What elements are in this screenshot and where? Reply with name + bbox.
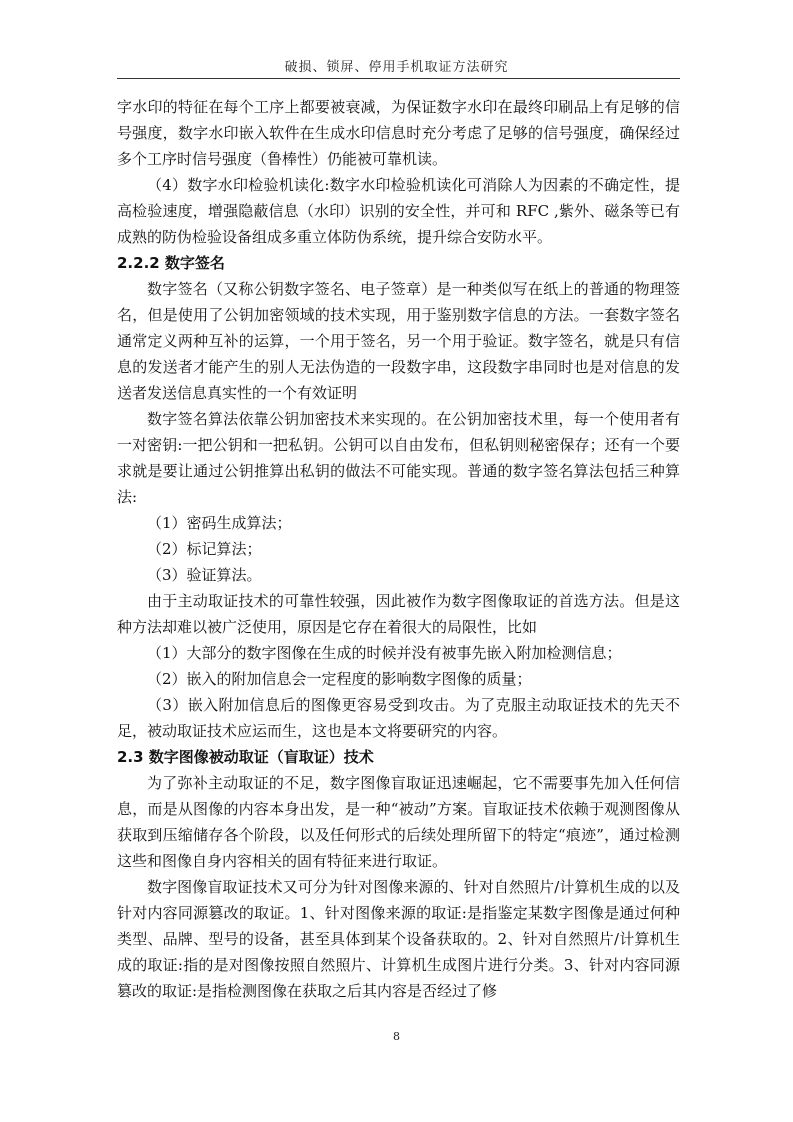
paragraph: 数字签名算法依靠公钥加密技术来实现的。在公钥加密技术里，每一个使用者有一对密钥:一把公钥和一把私钥。公钥可以自由发布，但私钥则秘密保存；还有一个要求就是要让通过公钥推算出私钥的做法不可能实现。普通的数字签名算法包括三种算法: (117, 410, 680, 506)
section-heading-2-3: 2.3 数字图像被动取证（盲取证）技术 (117, 748, 374, 766)
page-number: 8 (393, 1030, 400, 1043)
paragraph: 数字签名（又称公钥数字签名、电子签章）是一种类似写在纸上的普通的物理签名，但是使用了公钥加密领域的技术实现，用于鉴别数字信息的方法。一套数字签名通常定义两种互补的运算，一个用于签名，另一个用于验证。数字签名，就是只有信息的发送者才能产生的别人无法伪造的一段数字串，这段数字串同时也是对信息的发送者发送信息真实性的一个有效证明 (117, 280, 680, 402)
paragraph: 字水印的特征在每个工序上都要被衰减，为保证数字水印在最终印刷品上有足够的信号强度，数字水印嵌入软件在生成水印信息时充分考虑了足够的信号强度，确保经过多个工序时信号强度（鲁棒性）仍能被可靠机读。 (117, 98, 680, 168)
paragraph: 为了弥补主动取证的不足，数字图像盲取证迅速崛起，它不需要事先加入任何信息，而是从图像的内容本身出发，是一种“被动”方案。盲取证技术依赖于观测图像从获取到压缩储存各个阶段，以及任何形式的后续处理所留下的特定“痕迹”，通过检测这些和图像自身内容相关的固有特征来进行取证。 (117, 774, 680, 870)
list-item: （2）标记算法； (147, 540, 262, 558)
section-heading-2-2-2: 2.2.2 数字签名 (117, 254, 225, 272)
paragraph: 数字图像盲取证技术又可分为针对图像来源的、针对自然照片/计算机生成的以及针对内容同源篡改的取证。1、针对图像来源的取证:是指鉴定某数字图像是通过何种类型、品牌、型号的设备，甚至具体到某个设备获取的。2、针对自然照片/计算机生成的取证:指的是对图像按照自然照片、计算机生成图片进行分类。3、针对内容同源篡改的取证:是指检测图像在获取之后其内容是否经过了修 (117, 878, 680, 1000)
list-item: （1）大部分的数字图像在生成的时候并没有被事先嵌入附加检测信息； (147, 644, 622, 662)
list-item: （1）密码生成算法； (147, 514, 292, 532)
header-rule (117, 78, 680, 79)
running-header: 破损、锁屏、停用手机取证方法研究 (284, 60, 509, 75)
paragraph: （4）数字水印检验机读化:数字水印检验机读化可消除人为因素的不确定性，提高检验速度，增强隐蔽信息（水印）识别的安全性，并可和 RFC ,紫外、磁条等已有成熟的防伪检验设备组成多重立体防伪系统，提升综合安防水平。 (117, 176, 680, 246)
paragraph: 由于主动取证技术的可靠性较强，因此被作为数字图像取证的首选方法。但是这种方法却难以被广泛使用，原因是它存在着很大的局限性，比如 (117, 592, 680, 636)
list-item: （2）嵌入的附加信息会一定程度的影响数字图像的质量； (147, 670, 532, 688)
body-text (117, 94, 680, 1004)
list-item: （3）验证算法。 (147, 566, 262, 584)
list-item: （3）嵌入附加信息后的图像更容易受到攻击。为了克服主动取证技术的先天不足，被动取证技术应运而生，这也是本文将要研究的内容。 (117, 696, 680, 740)
